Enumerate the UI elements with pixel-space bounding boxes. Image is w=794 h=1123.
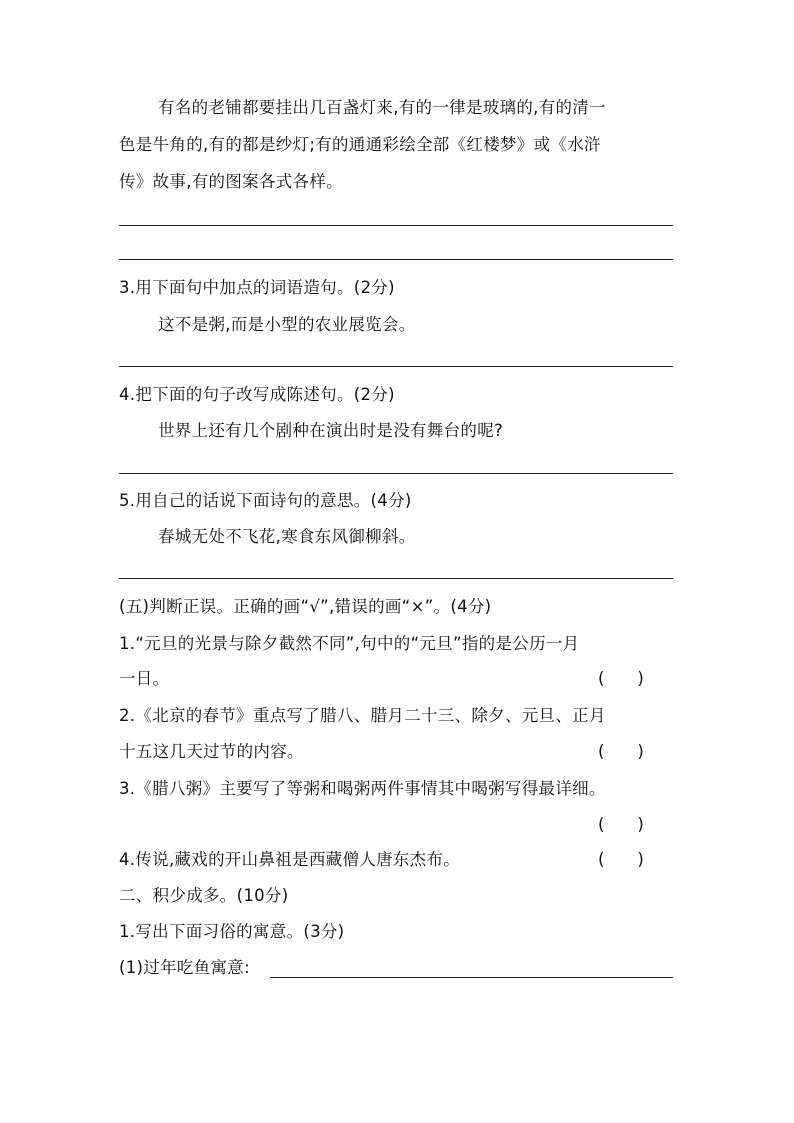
judge-item-2-line2: 十五这几天过节的内容。 [119,742,304,761]
judge-item-3-answer-box[interactable]: ( ) [598,815,644,834]
answer-line[interactable] [119,259,673,260]
passage-line-2: 色是牛角的,有的都是纱灯;有的通通彩绘全部《红楼梦》或《水浒 [119,135,601,154]
answer-line[interactable] [119,225,673,226]
q4-sentence: 世界上还有几个剧种在演出时是没有舞台的呢? [158,421,504,440]
q3-answer-line[interactable] [119,366,673,367]
judge-item-1-answer-box[interactable]: ( ) [598,669,644,688]
section2-q1-item1: (1)过年吃鱼寓意: [119,958,250,977]
passage-line-1: 有名的老铺都要挂出几百盏灯来,有的一律是玻璃的,有的清一 [158,98,606,117]
section2-q1-title: 1.写出下面习俗的寓意。(3分) [119,922,345,941]
judge-item-2-answer-box[interactable]: ( ) [598,742,644,761]
judge-item-4-line1: 4.传说,藏戏的开山鼻祖是西藏僧人唐东杰布。 [119,850,461,869]
section5-title: (五)判断正误。正确的画“√”,错误的画“×”。(4分) [119,597,492,616]
q3-sentence: 这不是粥,而是小型的农业展览会。 [158,315,416,334]
judge-item-1-line1: 1.“元旦的光景与除夕截然不同”,句中的“元旦”指的是公历一月 [119,634,580,653]
q3-title: 3.用下面句中加点的词语造句。(2分) [119,278,395,297]
q4-title: 4.把下面的句子改写成陈述句。(2分) [119,385,395,404]
passage-line-3: 传》故事,有的图案各式各样。 [119,172,343,191]
judge-item-1-line2: 一日。 [119,669,170,688]
judge-item-3-line1: 3.《腊八粥》主要写了等粥和喝粥两件事情其中喝粥写得最详细。 [119,779,606,798]
judge-item-2-line1: 2.《北京的春节》重点写了腊八、腊月二十三、除夕、元旦、正月 [119,706,606,725]
q4-answer-line[interactable] [119,473,673,474]
q5-title: 5.用自己的话说下面诗句的意思。(4分) [119,491,412,510]
section2-title: 二、积少成多。(10分) [119,886,289,905]
q5-answer-line[interactable] [119,578,673,579]
section2-q1-item1-answer-line[interactable] [270,977,673,978]
q5-sentence: 春城无处不飞花,寒食东风御柳斜。 [158,527,416,546]
judge-item-4-answer-box[interactable]: ( ) [598,850,644,869]
